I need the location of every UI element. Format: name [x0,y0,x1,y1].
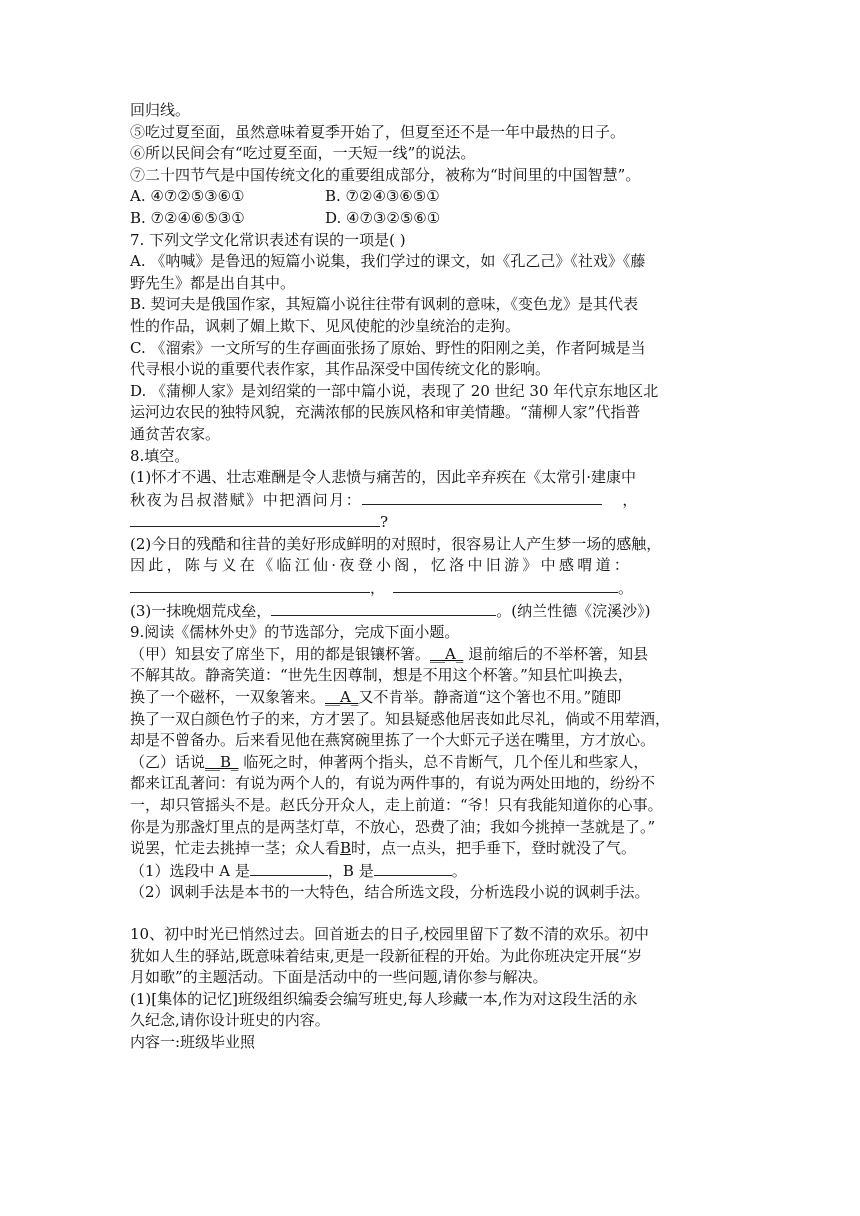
q7-option-c-cont: 代寻根小说的重要代表作家，其作品深受中国传统文化的影响。 [130,360,551,379]
spacer [130,904,730,924]
q9-subquestion-2: （2）讽刺手法是本书的一大特色，结合所选文段，分析选段小说的讽刺手法。 [130,883,650,902]
q9-passage-yi [130,752,730,774]
q9-passage-jia [130,687,730,709]
punct: ， [370,579,386,598]
passage-text: 退前缩后的不举杯箸，知县 [463,644,649,663]
answer-blank[interactable] [374,860,452,876]
q9-subquestion-1 [130,860,730,883]
q8-part2: (2)今日的残酷和往昔的美好形成鲜明的对照时，很容易让人产生梦一场的感触， [130,534,662,553]
q7-option-d-cont: 通贫苦农家。 [130,424,221,443]
q7-option-a: A. 《呐喊》是鲁迅的短篇小说集，我们学过的课文，如《孔乙己》《社戏》《藤 [130,252,646,271]
q9-passage-yi: 一，却只管摇头不是。赵氏分开众人，走上前道：“爷！只有我能知道你的心事。 [130,796,663,814]
blank-a: __A_ [325,688,359,707]
q8-part2-blank-line [130,577,730,600]
passage-text: 说罢，忙走去挑掉一茎；众人看 [130,839,341,858]
q6-option-d: D. ④⑦③②⑤⑥① [325,208,441,227]
q8-stem: 8.填空。 [130,446,190,465]
q9-passage-jia: 却是不曾备办。后来看见他在燕窝碗里拣了一个大虾元子送在嘴里，方才放心。 [130,731,656,750]
blank-b: __B_ [205,752,239,771]
q8-part3 [130,600,730,623]
q6-options-row-2 [130,208,730,230]
answer-blank[interactable] [393,577,618,593]
text-line: ⑦二十四节气是中国传统文化的重要组成部分，被称为“时间里的中国智慧”。 [130,165,641,184]
q9-passage-yi: 都来讧乱著问：有说为两个人的，有说为两件事的，有说为两处田地的，纷纷不 [130,774,656,793]
subquestion-text: ，B 是 [327,861,374,880]
passage-text: 换了一个磁杯，一双象箸来。 [130,688,326,707]
q10-text: 10、初中时光已悄然过去。回首逝去的日子,校园里留下了数不清的欢乐。初中 [130,924,649,943]
passage-text: （甲）知县安了席坐下，用的都是银镶杯箸。 [130,644,431,663]
q9-passage-yi [130,838,730,860]
passage-text: 又不肯举。静斋道“这个箸也不用。”随即 [358,688,622,707]
document-page [130,100,730,1054]
q9-stem: 9.阅读《儒林外史》的节选部分，完成下面小题。 [130,623,460,642]
q10-text: 犹如人生的驿站,既意味着结束,更是一段新征程的开始。为此你班决定开展“岁 [130,946,643,965]
q7-option-d: D. 《蒲柳人家》是刘绍棠的一部中篇小说，表现了 20 世纪 30 年代京东地区北 [130,381,659,400]
punct: 。 [451,861,467,880]
q7-option-a-cont: 野先生》都是出自其中。 [130,273,296,292]
answer-blank[interactable] [130,511,380,527]
q6-option-a: A. ④⑦②⑤③⑥① [130,187,245,206]
text-line: ⑤吃过夏至面，虽然意味着夏季开始了，但夏至还不是一年中最热的日子。 [130,122,626,141]
q7-option-b-cont: 性的作品，讽刺了媚上欺下、见风使舵的沙皇统治的走狗。 [130,316,521,335]
q7-option-c: C. 《溜索》一文所写的生存画面张扬了原始、野性的阳刚之美，作者阿城是当 [130,338,646,357]
q10-content-1: 内容一:班级毕业照 [130,1032,256,1051]
q8-part1: (1)怀才不遇、壮志难酬是令人悲愤与痛苦的，因此辛弃疾在《太常引·建康中 [130,468,637,487]
q6-options-row-1 [130,186,730,208]
text-line: 回归线。 [130,101,191,119]
q8-part1-blank-line [130,511,730,534]
answer-blank[interactable] [362,489,602,505]
q10-subquestion-1: (1)[集体的记忆]班级组织编委会编写班史,每人珍藏一本,作为对这段生活的永 [130,989,638,1008]
q8-part3-text: (3)一抹晚烟荒戍垒， [130,601,272,620]
punct: ? [380,513,389,532]
subquestion-text: （1）选段中 A 是 [130,861,250,880]
answer-blank[interactable] [250,860,328,876]
answer-blank[interactable] [271,600,496,616]
q6-option-c: B. ⑦②④⑥⑤③① [130,208,245,227]
q10-text: 月如歌”的主题活动。下面是活动中的一些问题,请你参与解决。 [130,968,548,987]
text-line: ⑥所以民间会有“吃过夏至面，一天短一线”的说法。 [130,144,476,163]
q7-stem: 7. 下列文学文化常识表述有误的一项是( ) [130,230,406,249]
q9-passage-jia: 换了一双白颜色竹子的来，方才罢了。知县疑惑他居丧如此尽礼，倘或不用荤酒， [130,709,671,728]
q10-subquestion-1-cont: 久纪念,请你设计班史的内容。 [130,1011,330,1030]
q8-part1-cont [130,489,730,512]
blank-a: __A_ [430,644,464,663]
q7-option-b: B. 契诃夫是俄国作家，其短篇小说往往带有讽刺的意味，《变色龙》是其代表 [130,295,639,314]
q6-option-b: B. ⑦②④③⑥⑤① [325,187,440,206]
passage-text: （乙）话说 [130,752,206,771]
passage-text: 临死之时，伸著两个指头，总不肯断气，几个侄儿和些家人， [238,752,649,771]
q8-part3-source: 。(纳兰性德《浣溪沙》) [496,601,651,620]
q8-part1-prompt: 秋夜为吕叔潜赋》中把酒问月： [130,490,363,509]
q8-part2-cont: 因此，陈与义在《临江仙·夜登小阁，忆洛中旧游》中感喟道： [130,556,633,575]
punct: 。 [618,579,634,598]
passage-text: 时，点一点头，把手垂下，登时就没了气。 [351,839,637,858]
q7-option-d-cont: 运河边农民的独特风貌，充满浓郁的民族风格和审美情趣。“蒲柳人家”代指普 [130,403,641,422]
blank-b: B [340,839,352,858]
q9-passage-yi: 你是为那盏灯里点的是两茎灯草，不放心，恐费了油；我如今挑掉一茎就是了。” [130,817,656,836]
q9-passage-jia: 不解其故。静斋笑道：“世先生因尊制，想是不用这个杯箸。”知县忙叫换去， [130,666,633,685]
q9-passage-jia [130,644,730,666]
answer-blank[interactable] [130,577,370,593]
punct: ， [622,490,638,509]
